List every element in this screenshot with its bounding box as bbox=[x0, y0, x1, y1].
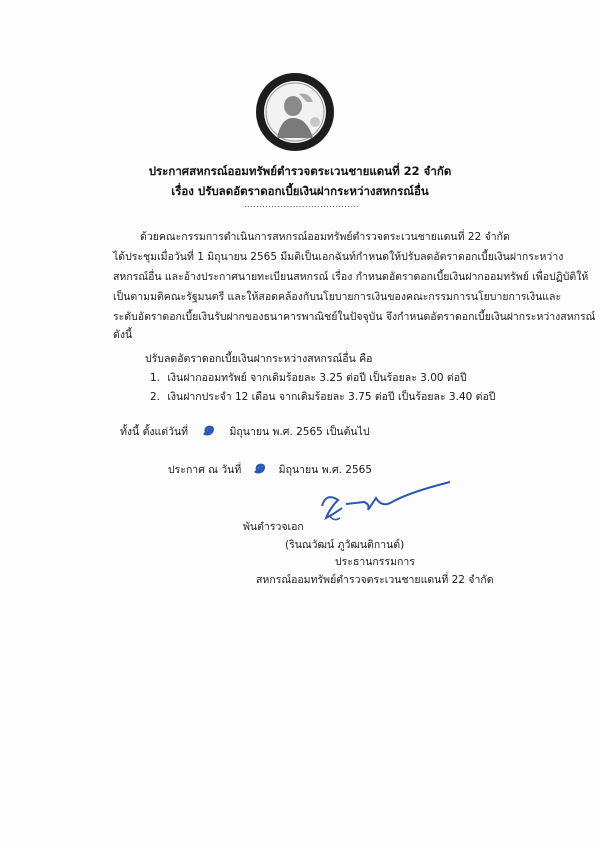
signer-organization: สหกรณ์ออมทรัพย์ตำรวจตระเวนชายแดนที่ 22 จำกัด bbox=[256, 574, 494, 586]
announcement-subject: เรื่อง ปรับลดอัตราดอกเบี้ยเงินฝากระหว่างสหกรณ์อื่น bbox=[171, 184, 429, 198]
list-item-number: 1. bbox=[150, 372, 161, 384]
effective-date-line bbox=[120, 412, 370, 444]
paragraph-line: ระดับอัตราดอกเบี้ยเงินรับฝากของธนาคารพาณิชย์ในปัจจุบัน จึงกำหนดอัตราดอกเบี้ยเงินฝากระหว่างสหกรณ์ bbox=[113, 311, 596, 323]
effective-suffix: มิถุนายน พ.ศ. 2565 เป็นต้นไป bbox=[229, 426, 370, 438]
paragraph-line: ได้ประชุมเมื่อวันที่ 1 มิถุนายน 2565 มีมติเป็นเอกฉันท์กำหนดให้ปรับลดอัตราดอกเบี้ยเงินฝากระหว่าง bbox=[113, 251, 564, 263]
paragraph-line: เป็นตามมติคณะรัฐมนตรี และให้สอดคล้องกับนโยบายการเงินของคณะกรรมการนโยบายการเงินและ bbox=[113, 291, 562, 303]
paragraph-line: ด้วยคณะกรรมการดำเนินการสหกรณ์ออมทรัพย์ตำรวจตระเวนชายแดนที่ 22 จำกัด bbox=[140, 231, 510, 243]
list-item bbox=[150, 369, 467, 386]
paragraph-line: สหกรณ์อื่น และอ้างประกาศนายทะเบียนสหกรณ์ เรื่อง กำหนดอัตราดอกเบี้ยเงินฝากออมทรัพย์ เพื่อปฏิบัติให้ bbox=[113, 271, 589, 283]
signature-icon bbox=[300, 478, 460, 528]
announce-suffix: มิถุนายน พ.ศ. 2565 bbox=[278, 464, 373, 476]
title-separator: ...................................... bbox=[244, 200, 360, 209]
signer-position: ประธานกรรมการ bbox=[335, 556, 415, 568]
rate-list-intro: ปรับลดอัตราดอกเบี้ยเงินฝากระหว่างสหกรณ์อื่น คือ bbox=[145, 353, 373, 365]
signer-name: (รินณวัฒน์ ภูวัฒนติกานต์) bbox=[285, 539, 405, 551]
effective-day-handwritten: ๑ bbox=[201, 416, 215, 440]
list-item bbox=[150, 388, 495, 405]
list-item-text: เงินฝากออมทรัพย์ จากเดิมร้อยละ 3.25 ต่อปี เป็นร้อยละ 3.00 ต่อปี bbox=[167, 372, 467, 384]
announce-day-handwritten: ๑ bbox=[252, 454, 266, 478]
effective-prefix: ทั้งนี้ ตั้งแต่วันที่ bbox=[120, 426, 189, 438]
list-item-number: 2. bbox=[150, 391, 161, 403]
announce-prefix: ประกาศ ณ วันที่ bbox=[168, 464, 242, 476]
announcement-title: ประกาศสหกรณ์ออมทรัพย์ตำรวจตระเวนชายแดนที่ 22 จำกัด bbox=[148, 164, 452, 178]
list-item-text: เงินฝากประจำ 12 เดือน จากเดิมร้อยละ 3.75 ต่อปี เป็นร้อยละ 3.40 ต่อปี bbox=[167, 391, 496, 403]
cooperative-seal-icon bbox=[255, 72, 335, 152]
signer-rank: พันตำรวจเอก bbox=[243, 521, 304, 533]
paragraph-line: ดังนี้ bbox=[113, 329, 133, 341]
